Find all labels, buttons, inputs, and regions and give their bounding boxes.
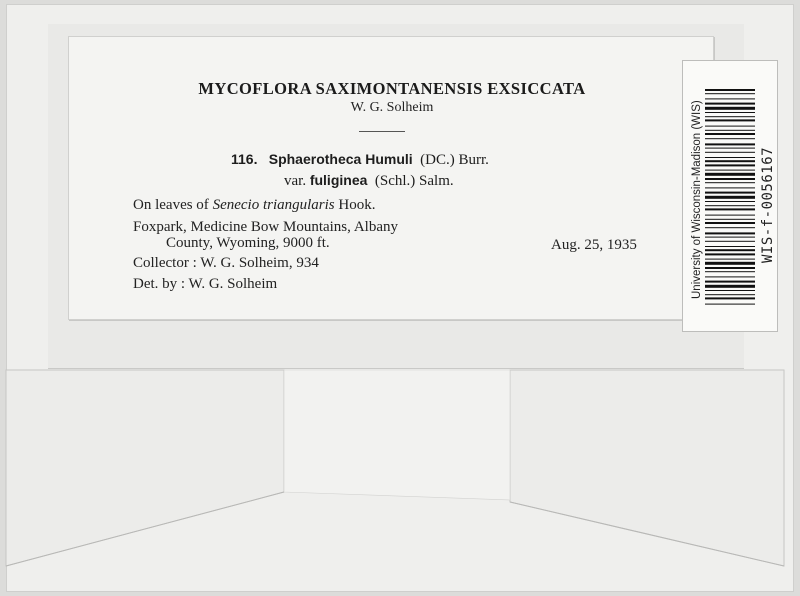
- barcode-bar: [705, 232, 755, 234]
- label-author: W. G. Solheim: [350, 100, 434, 115]
- barcode-bar: [705, 107, 755, 110]
- barcode-bar: [705, 253, 755, 255]
- barcode-bar: [705, 89, 755, 91]
- barcode-bar: [705, 208, 755, 210]
- barcode-bar: [705, 116, 755, 117]
- barcode-bar: [705, 290, 755, 291]
- barcode-bar: [705, 93, 755, 94]
- institution-name: University of Wisconsin-Madison (WIS): [691, 100, 703, 299]
- barcode-bar: [705, 130, 755, 131]
- barcode-bar: [705, 227, 755, 228]
- barcode-bar: [705, 297, 755, 299]
- barcode-bar: [705, 241, 755, 242]
- barcode-bar: [705, 205, 755, 206]
- barcode-bar: [705, 246, 755, 247]
- host-line: [133, 197, 375, 214]
- barcode-bar: [705, 160, 755, 162]
- barcode-bar: [705, 259, 755, 260]
- barcode-bar: [705, 294, 755, 295]
- barcode-bar: [705, 133, 755, 135]
- barcode-bar: [705, 119, 755, 121]
- host-name: Senecio triangularis: [212, 197, 335, 213]
- variety-name: fuliginea: [309, 172, 368, 188]
- determiner-line: Det. by : W. G. Solheim: [133, 276, 278, 292]
- barcode-bar: [705, 148, 755, 149]
- barcode-bar: [705, 112, 755, 113]
- barcode-bar: [705, 103, 755, 105]
- barcode-bar: [705, 164, 755, 166]
- barcode-bar: [705, 126, 755, 127]
- species-name: Sphaerotheca Humuli: [268, 151, 413, 167]
- barcode-bar: [705, 192, 755, 194]
- host-prefix: On leaves of: [133, 197, 209, 213]
- barcode-bar: [705, 182, 755, 183]
- barcode-bar: [705, 285, 755, 288]
- barcode-card: [682, 60, 778, 332]
- barcode-graphic: [705, 89, 755, 305]
- barcode-bar: [705, 271, 755, 272]
- barcode-bar: [705, 215, 755, 216]
- collection-date: Aug. 25, 1935: [551, 237, 637, 253]
- barcode-bar: [705, 196, 755, 199]
- barcode-bar: [705, 173, 755, 176]
- label-title: MYCOFLORA SAXIMONTANENSIS EXSICCATA: [198, 79, 586, 98]
- barcode-bar: [705, 170, 755, 171]
- barcode-bar: [705, 219, 755, 220]
- host-authority: Hook.: [338, 197, 376, 213]
- exsiccata-number: 116.: [231, 151, 258, 167]
- barcode-bar: [705, 304, 755, 305]
- title-divider: [359, 131, 405, 132]
- catalog-number: WIS-f-0056167: [760, 146, 776, 263]
- barcode-bar: [705, 187, 755, 188]
- barcode-bar: [705, 178, 755, 180]
- barcode-bar: [705, 262, 755, 265]
- species-authority: (DC.) Burr.: [420, 152, 489, 168]
- barcode-bar: [705, 249, 755, 251]
- barcode-bar: [705, 201, 755, 202]
- locality-line-1: Foxpark, Medicine Bow Mountains, Albany: [133, 219, 398, 235]
- barcode-bar: [705, 152, 755, 153]
- species-line-2: [284, 172, 454, 190]
- barcode-bar: [705, 267, 755, 269]
- barcode-bar: [705, 222, 755, 224]
- barcode-bar: [705, 98, 755, 99]
- barcode-bar: [705, 143, 755, 145]
- barcode-bar: [705, 138, 755, 139]
- barcode-bar: [705, 276, 755, 277]
- species-line-1: [231, 151, 489, 169]
- collector-line: Collector : W. G. Solheim, 934: [133, 255, 319, 271]
- barcode-bar: [705, 157, 755, 158]
- variety-authority: (Schl.) Salm.: [374, 173, 454, 189]
- barcode-bar: [705, 281, 755, 283]
- exsiccata-label: [68, 36, 714, 320]
- variety-prefix: var.: [284, 173, 307, 189]
- locality-line-2: County, Wyoming, 9000 ft.: [166, 235, 330, 251]
- barcode-bar: [705, 237, 755, 238]
